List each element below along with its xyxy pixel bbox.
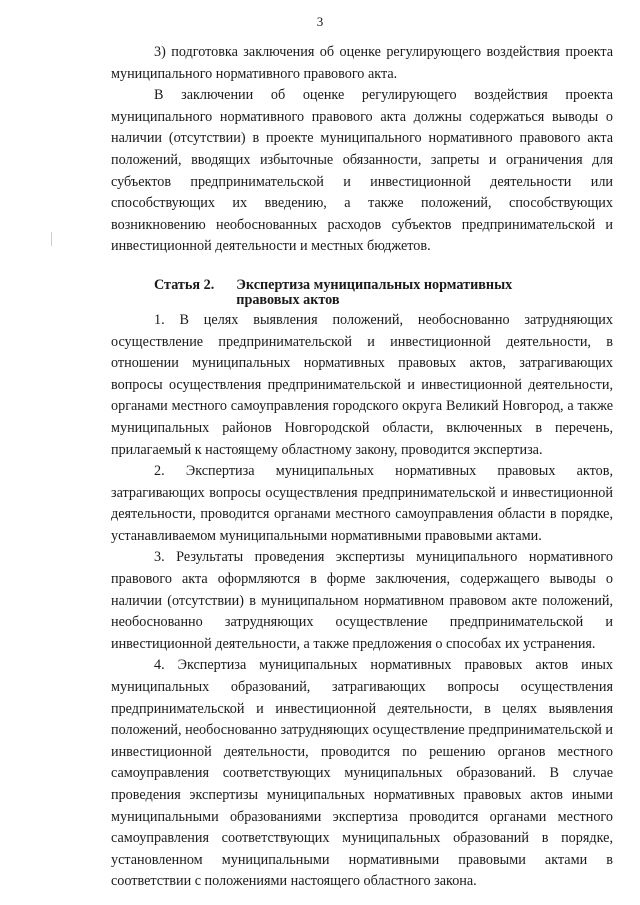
document-body: [111, 42, 613, 893]
article-paragraph-1: 1. В целях выявления положений, необоснованно затрудняющих осуществление предпринимательской и инвестиционной деятельности, в отношении муниципальных нормативных правовых актов, затрагивающих вопросы осуществления предпринимательской и инвестиционной деятельности, органами местного самоуправления городского округа Великий Новгород, а также муниципальных районов Новгородской области, включенных в перечень, прилагаемый к настоящему областному закону, проводится экспертиза.: [111, 311, 613, 458]
article-paragraph-3: 3. Результаты проведения экспертизы муниципального нормативного правового акта оформляются в форме заключения, содержащего выводы о наличии (отсутствии) в муниципальном нормативном правовом акте положений, необоснованно затрудняющих осуществление предпринимательской и инвестиционной деятельности, а также предложения о способах их устранения.: [111, 549, 613, 652]
margin-mark: [51, 232, 52, 246]
article-paragraph-2: 2. Экспертиза муниципальных нормативных правовых актов, затрагивающих вопросы осуществления предпринимательской и инвестиционной деятельности, проводится органами местного самоуправления области в порядке, устанавливаемом муниципальными нормативными правовыми актами.: [111, 463, 613, 544]
article-paragraph-4: 4. Экспертиза муниципальных нормативных правовых актов иных муниципальных образований, затрагивающих вопросы осуществления предпринимательской и инвестиционной деятельности, в целях выявления положений, необоснованно затрудняющих осуществление предпринимательской и инвестиционной деятельности, проводится по решению органов местного самоуправления соответствующих муниципальных образований. В случае проведения экспертизы муниципальных нормативных правовых актов иными муниципальными образованиями экспертиза проводится органами местного самоуправления соответствующих муниципальных образований в порядке, установленном муниципальными нормативными правовыми актами в соответствии с положениями настоящего областного закона.: [111, 657, 613, 890]
article-heading: [111, 278, 613, 308]
article-title: Экспертиза муниципальных нормативных правовых актов: [236, 276, 513, 308]
article-number: Статья 2.: [154, 276, 215, 293]
intro-item-3: 3) подготовка заключения об оценке регулирующего воздействия проекта муниципального нормативного правового акта.: [111, 44, 613, 82]
conclusion-paragraph: В заключении об оценке регулирующего воздействия проекта муниципального нормативного правового акта должны содержаться выводы о наличии (отсутствии) в проекте муниципального нормативного правового акта положений, вводящих избыточные обязанности, запреты и ограничения для субъектов предпринимательской и инвестиционной деятельности или способствующих их введению, а также положений, способствующих возникновению необоснованных расходов субъектов предпринимательской и инвестиционной деятельности и местных бюджетов.: [111, 87, 613, 255]
page-number: 3: [316, 14, 324, 29]
